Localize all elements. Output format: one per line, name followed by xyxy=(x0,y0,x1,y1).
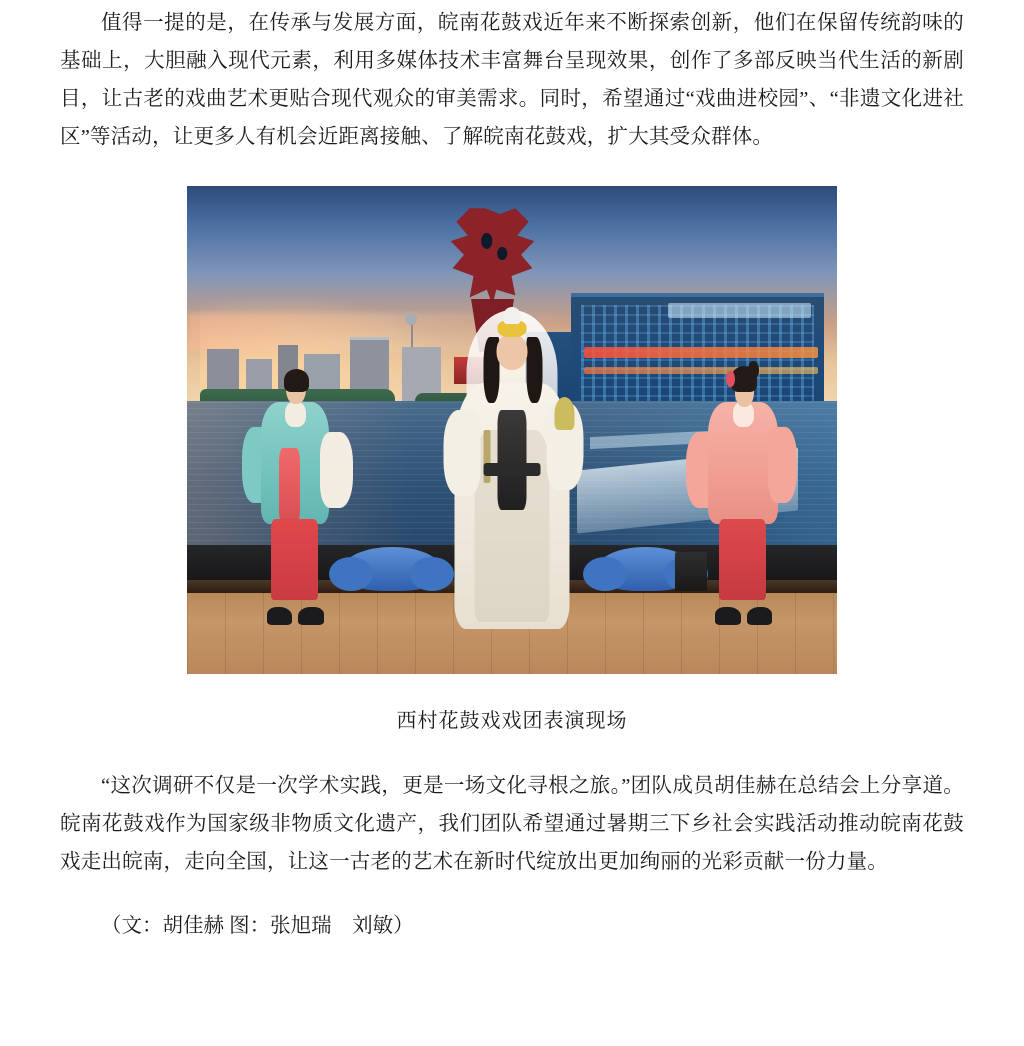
performance-photo xyxy=(187,186,837,674)
spacer xyxy=(60,733,964,767)
figure-performance xyxy=(60,186,964,733)
sculpture-cutout xyxy=(497,247,507,260)
article-credits: （文：胡佳赫 图：张旭瑞 刘敏） xyxy=(101,915,414,937)
spacer xyxy=(60,881,964,907)
figure-caption: 西村花鼓戏戏团表演现场 xyxy=(396,710,628,732)
performer-face xyxy=(496,334,527,371)
performer-shoe xyxy=(298,607,323,625)
paragraph-conclusion: “这次调研不仅是一次学术实践，更是一场文化寻根之旅。”团队成员胡佳赫在总结会上分享道。皖南花鼓戏作为国家级非物质文化遗产，我们团队希望通过暑期三下乡社会实践活动推动皖南花鼓戏走出皖南，走向全国，让这一古老的艺术在新时代绽放出更加绚丽的光彩贡献一份力量。 xyxy=(60,775,964,873)
performer-sleeve xyxy=(320,432,353,508)
performer-scarf xyxy=(279,448,300,524)
photo-hotel-sign xyxy=(668,303,811,318)
performer-hair-bun xyxy=(748,361,760,379)
performer-sash xyxy=(498,410,527,510)
performer-shoe xyxy=(747,607,772,625)
performer-collar xyxy=(285,402,306,427)
performer-trousers xyxy=(719,519,766,600)
performer-left xyxy=(246,371,344,625)
performer-hair xyxy=(526,337,542,403)
performer-trousers xyxy=(271,519,318,600)
performer-hair xyxy=(284,369,309,392)
stage-decor-cloud xyxy=(343,547,441,591)
performer-right xyxy=(694,371,792,625)
performer-shoe xyxy=(715,607,740,625)
performer-belt xyxy=(483,463,540,476)
performer-headpiece xyxy=(503,307,520,324)
performer-shoe xyxy=(267,607,292,625)
article-body xyxy=(60,0,964,945)
performer-hair-flower xyxy=(726,371,735,386)
sculpture-flower xyxy=(445,208,540,305)
performer-sleeve xyxy=(768,427,797,503)
performer-center xyxy=(441,310,584,642)
paragraph-development: 值得一提的是，在传承与发展方面，皖南花鼓戏近年来不断探索创新，他们在保留传统韵味的基础上，大胆融入现代元素，利用多媒体技术丰富舞台呈现效果，创作了多部反映当代生活的新剧目，让古老的戏曲艺术更贴合现代观众的审美需求。同时，希望通过“戏曲进校园”、“非遗文化进社区”等活动，让更多人有机会近距离接触、了解皖南花鼓戏，扩大其受众群体。 xyxy=(60,12,964,148)
photo-led-band xyxy=(584,347,818,358)
sculpture-cutout xyxy=(481,233,492,248)
performer-sleeve xyxy=(443,410,480,496)
performer-prop-fan xyxy=(555,397,575,430)
